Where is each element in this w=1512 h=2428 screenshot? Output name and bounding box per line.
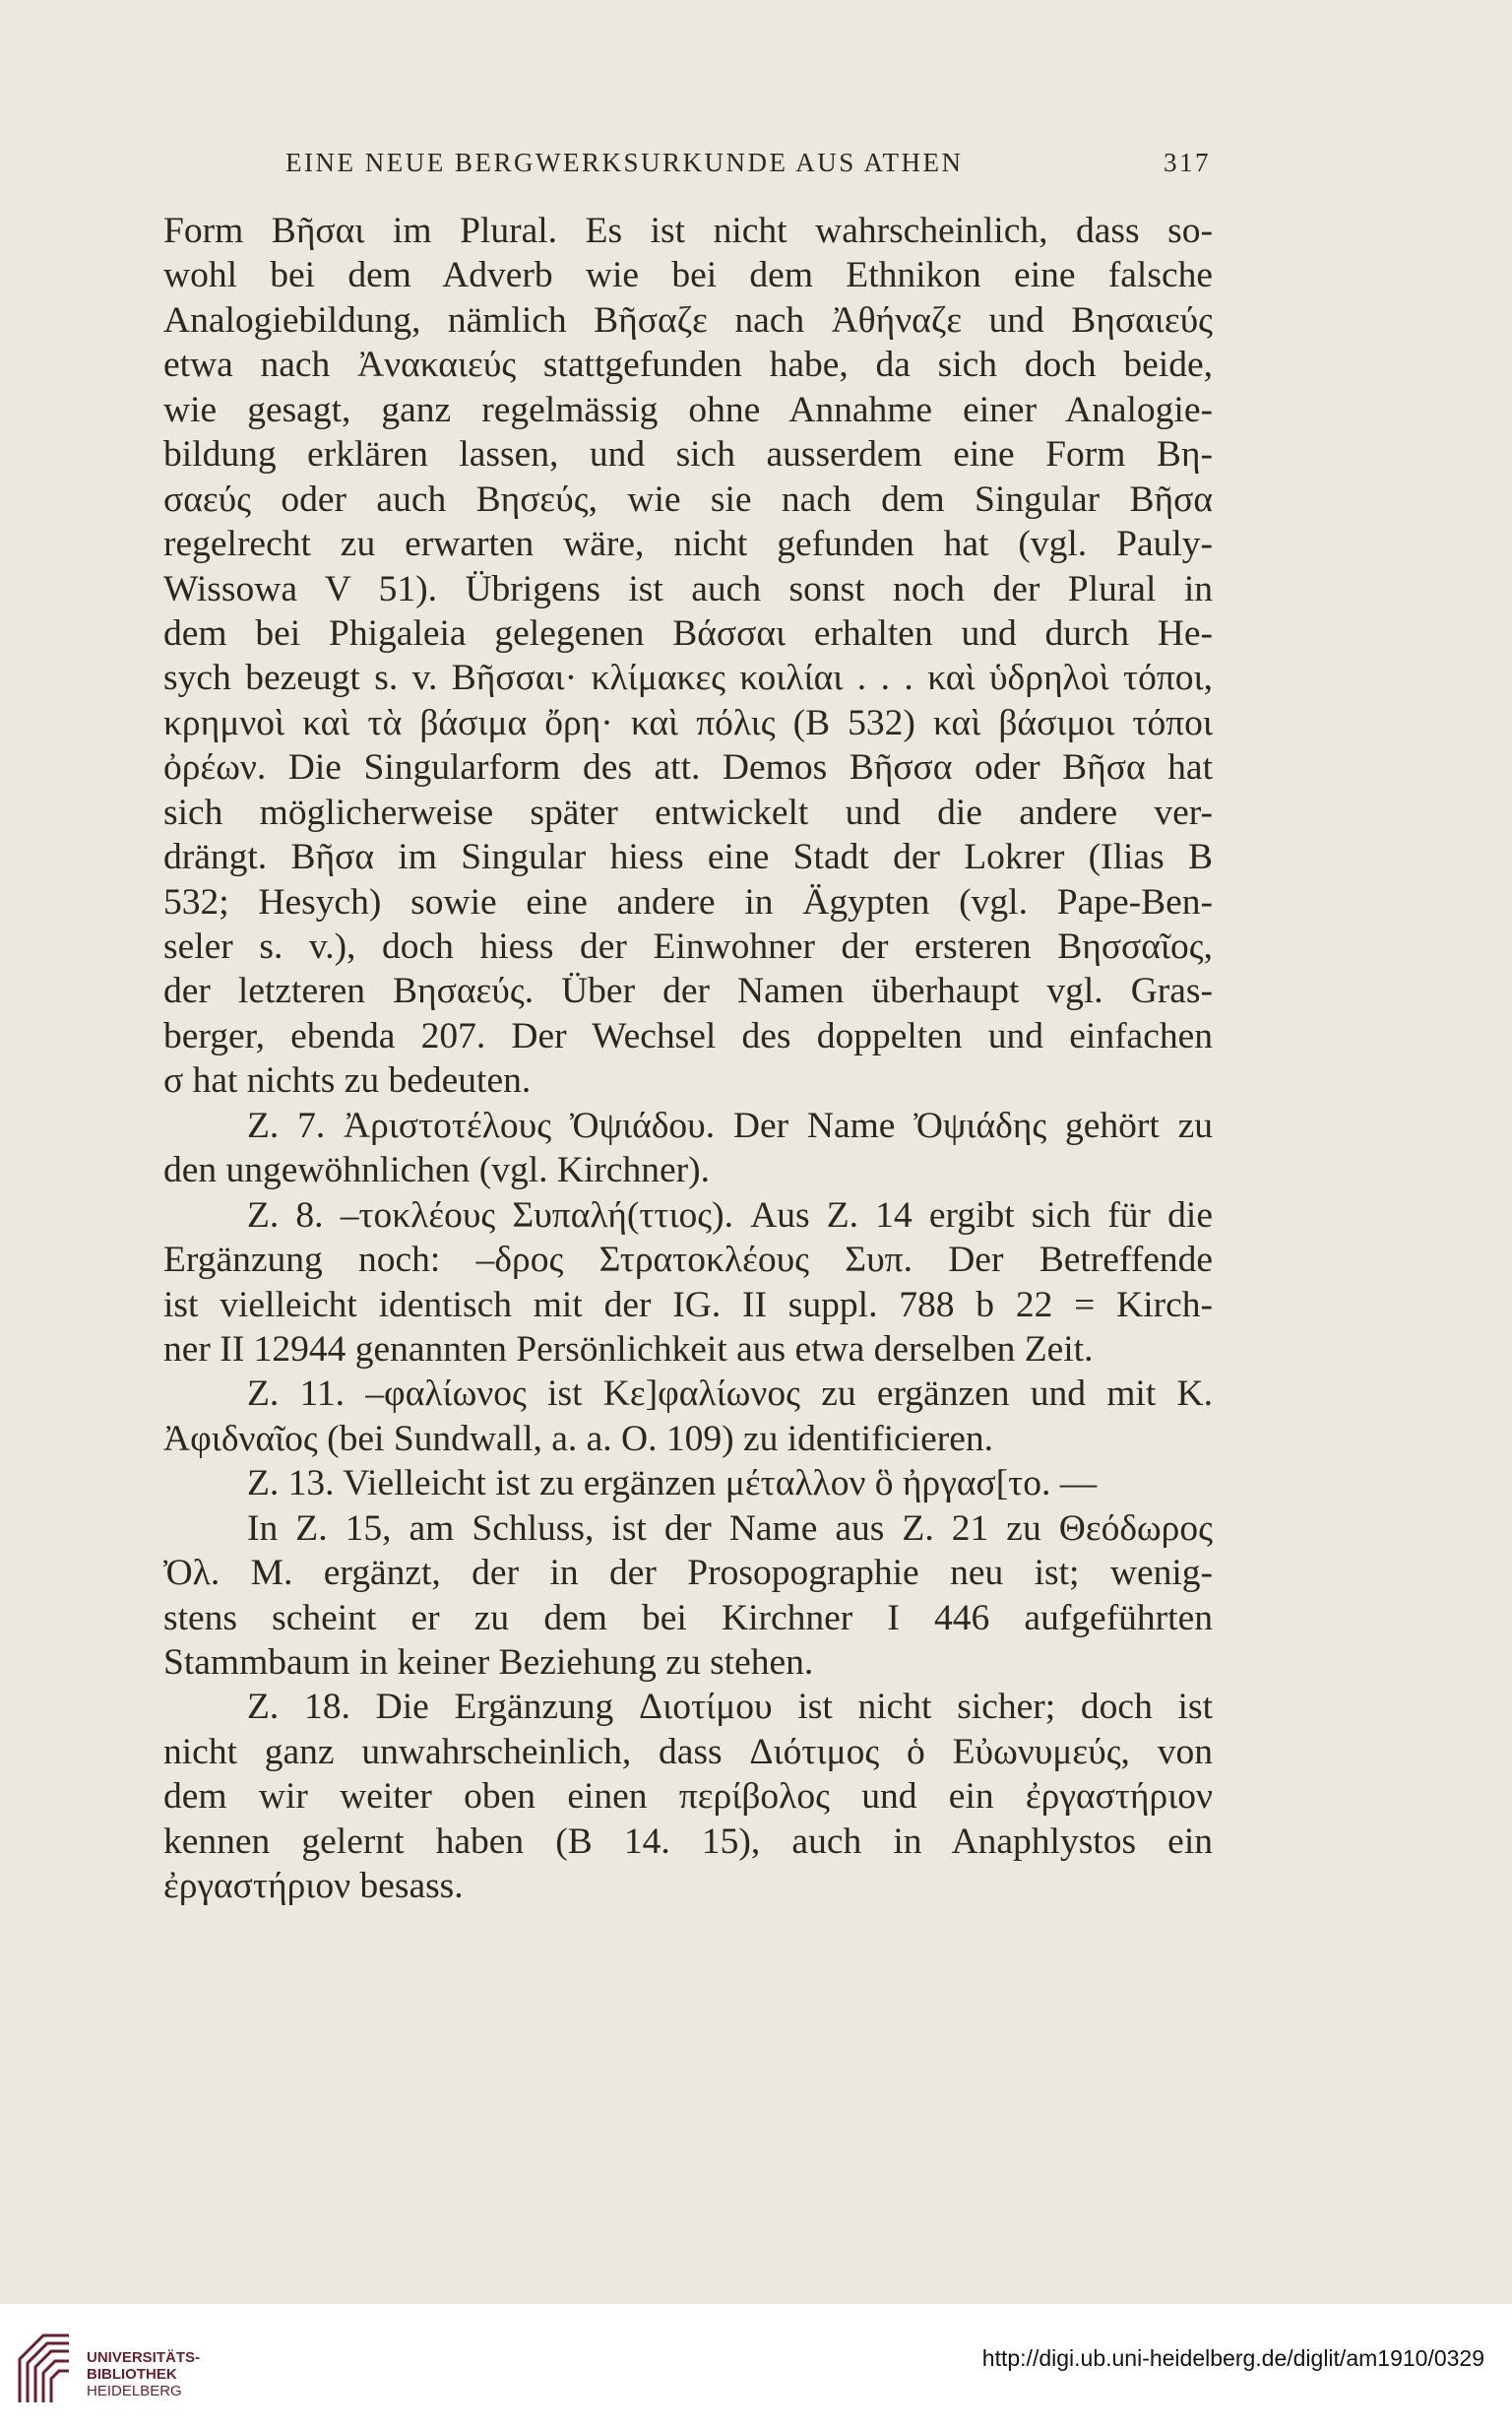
text-line: drängt. Βῆσα im Singular hiess eine Stadt der Lokrer (Ilias B bbox=[163, 837, 1213, 878]
text-line: seler s. v.), doch hiess der Einwohner der ersteren Βησσαῖος, bbox=[163, 926, 1213, 967]
body-text bbox=[163, 209, 1213, 1909]
text-line: der letzteren Βησαεύς. Über der Namen überhaupt vgl. Gras- bbox=[163, 971, 1213, 1012]
text-line: etwa nach Ἀνακαιεύς stattgefunden habe, da sich doch beide, bbox=[163, 345, 1213, 386]
text-line: Ergänzung noch: –δρος Στρατοκλέους Συπ. Der Betreffende bbox=[163, 1240, 1213, 1281]
page-number: 317 bbox=[1164, 148, 1211, 177]
text-line: Z. 7. Ἀριστοτέλους Ὀψιάδου. Der Name Ὀψιάδης gehört zu bbox=[247, 1105, 1213, 1146]
text-line: In Z. 15, am Schluss, ist der Name aus Z. 21 zu Θεόδωρος bbox=[247, 1507, 1213, 1549]
running-head bbox=[285, 148, 1211, 187]
text-line: Z. 13. Vielleicht ist zu ergänzen μέταλλον ὃ ἠργασ[το. — bbox=[247, 1463, 1098, 1504]
library-name-line: UNIVERSITÄTS- bbox=[87, 2349, 201, 2366]
text-line: dem wir weiter oben einen περίβολος und ein ἐργαστήριον bbox=[163, 1776, 1213, 1818]
text-line: Z. 8. –τοκλέους Συπαλή(ττιος). Aus Z. 14 ergibt sich für die bbox=[247, 1194, 1213, 1236]
text-line: stens scheint er zu dem bei Kirchner I 446 aufgeführten bbox=[163, 1597, 1213, 1638]
text-line: Analogiebildung, nämlich Βῆσαζε nach Ἀθήναζε und Βησαιεύς bbox=[163, 299, 1213, 341]
source-url-link[interactable]: http://digi.ub.uni-heidelberg.de/diglit/am1910/0329 bbox=[981, 2345, 1484, 2371]
text-line: kennen gelernt haben (B 14. 15), auch in Anaphlystos ein bbox=[163, 1821, 1213, 1862]
text-line: 532; Hesych) sowie eine andere in Ägypten (vgl. Pape-Ben- bbox=[163, 881, 1213, 923]
text-line: wie gesagt, ganz regelmässig ohne Annahme einer Analogie- bbox=[163, 389, 1213, 430]
text-line: regelrecht zu erwarten wäre, nicht gefunden hat (vgl. Pauly- bbox=[163, 524, 1213, 565]
library-name-line: BIBLIOTHEK bbox=[87, 2366, 177, 2383]
text-line: sych bezeugt s. v. Βῆσσαι· κλίμακες κοιλίαι . . . καὶ ὑδρηλοὶ τόποι, bbox=[163, 658, 1213, 699]
ub-heidelberg-logo-icon bbox=[14, 2330, 75, 2404]
library-name bbox=[87, 2349, 200, 2399]
text-line: ἐργαστήριον besass. bbox=[163, 1866, 464, 1907]
text-line: Z. 18. Die Ergänzung Διοτίμου ist nicht sicher; doch ist bbox=[247, 1687, 1213, 1728]
library-name-line: HEIDELBERG bbox=[87, 2383, 182, 2399]
text-line: Wissowa V 51). Übrigens ist auch sonst noch der Plural in bbox=[163, 568, 1213, 609]
text-line: nicht ganz unwahrscheinlich, dass Διότιμος ὁ Εὐωνυμεύς, von bbox=[163, 1731, 1213, 1772]
text-line: ist vielleicht identisch mit der IG. II suppl. 788 b 22 = Kirch- bbox=[163, 1284, 1213, 1325]
text-line: Z. 11. –φαλίωνος ist Κε]φαλίωνος zu ergänzen und mit K. bbox=[247, 1374, 1213, 1415]
text-line: σαεύς oder auch Βησεύς, wie sie nach dem Singular Βῆσα bbox=[163, 479, 1213, 520]
text-line: wohl bei dem Adverb wie bei dem Ethnikon eine falsche bbox=[163, 255, 1213, 296]
text-line: σ hat nichts zu bedeuten. bbox=[163, 1060, 532, 1102]
text-line: den ungewöhnlichen (vgl. Kirchner). bbox=[163, 1150, 711, 1191]
text-line: berger, ebenda 207. Der Wechsel des doppelten und einfachen bbox=[163, 1015, 1213, 1056]
text-line: Ἀφιδναῖος (bei Sundwall, a. a. O. 109) zu identificieren. bbox=[163, 1418, 994, 1459]
running-title: EINE NEUE BERGWERKSURKUNDE AUS ATHEN bbox=[285, 148, 964, 177]
text-line: ner II 12944 genannten Persönlichkeit aus etwa derselben Zeit. bbox=[163, 1328, 1094, 1370]
text-line: Ὀλ. M. ergänzt, der in der Prosopographie neu ist; wenig- bbox=[163, 1553, 1213, 1594]
text-line: Form Βῆσαι im Plural. Es ist nicht wahrscheinlich, dass so- bbox=[163, 211, 1213, 251]
text-line: Stammbaum in keiner Beziehung zu stehen. bbox=[163, 1642, 814, 1683]
text-line: dem bei Phigaleia gelegenen Βάσσαι erhalten und durch He- bbox=[163, 612, 1213, 654]
text-line: κρημνοὶ καὶ τὰ βάσιμα ὄρη· καὶ πόλις (Β 532) καὶ βάσιμοι τόποι bbox=[163, 702, 1213, 743]
text-line: sich möglicherweise später entwickelt und die andere ver- bbox=[163, 792, 1213, 833]
text-line: ὀρέων. Die Singularform des att. Demos Βῆσσα oder Βῆσα hat bbox=[163, 747, 1213, 789]
text-line: bildung erklären lassen, und sich ausserdem eine Form Βη- bbox=[163, 434, 1213, 476]
digitization-footer bbox=[0, 2304, 1512, 2428]
